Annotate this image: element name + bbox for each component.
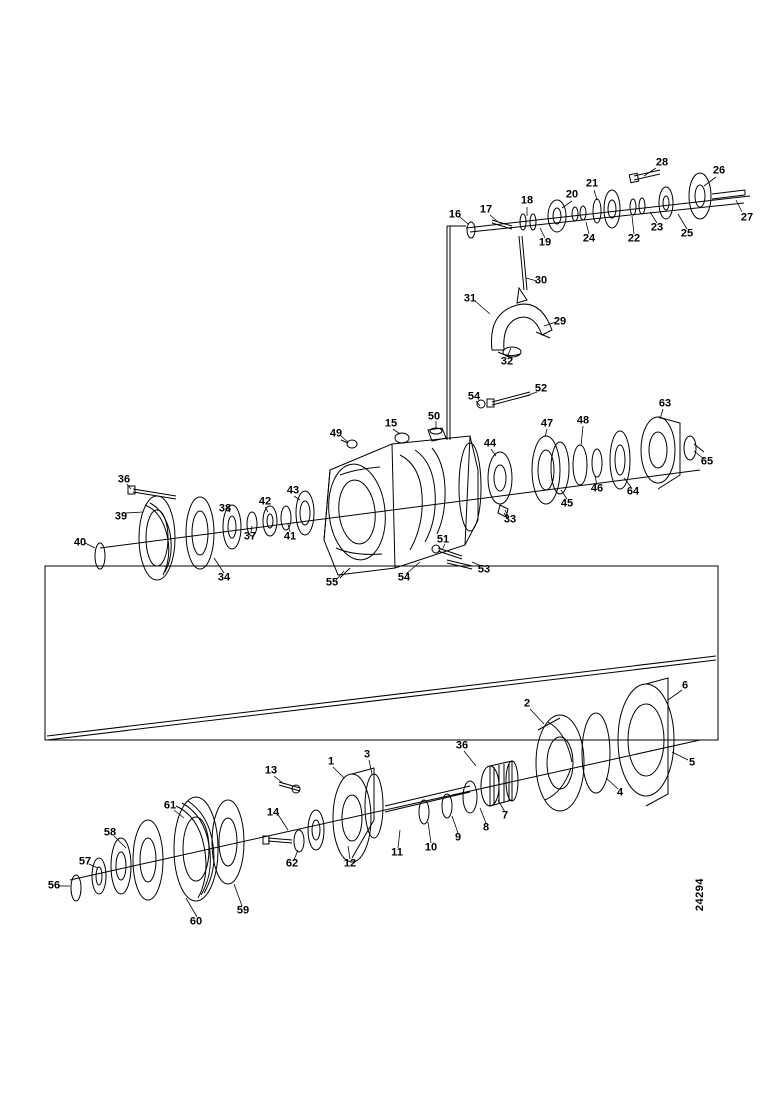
callout-number: 14 [266,806,280,819]
callout-number: 63 [658,397,672,410]
callout-number: 31 [463,292,477,305]
callout-number: 27 [740,211,754,224]
callout-number: 48 [576,414,590,427]
callout-number: 33 [503,513,517,526]
callout-number: 62 [285,857,299,870]
callout-number: 64 [626,485,640,498]
callout-number: 59 [236,904,250,917]
callout-number: 36 [455,739,469,752]
callout-number: 34 [217,571,231,584]
callout-number: 39 [114,510,128,523]
callout-number: 6 [681,679,689,692]
callout-number: 24 [582,232,596,245]
callout-number: 60 [189,915,203,928]
callout-number: 11 [391,846,403,859]
callout-number: 18 [520,194,534,207]
callout-number: 45 [560,497,574,510]
callout-number: 42 [258,495,272,508]
callout-number: 53 [477,563,491,576]
callout-number: 12 [343,857,357,870]
callout-number: 21 [585,177,599,190]
callout-number: 37 [243,530,257,543]
callout-number: 52 [534,382,548,395]
callout-number: 38 [218,502,232,515]
callout-number: 8 [482,821,490,834]
callout-number: 23 [650,221,664,234]
callout-number: 25 [680,227,694,240]
callout-number: 56 [47,879,61,892]
callout-number: 61 [163,799,177,812]
callout-number: 16 [448,208,462,221]
callout-number: 44 [483,437,497,450]
callout-number: 22 [627,232,641,245]
callout-number: 57 [78,855,92,868]
callout-number: 54 [397,571,411,584]
callout-number: 2 [523,697,531,710]
callout-number: 43 [286,484,300,497]
callout-number: 49 [329,427,343,440]
callout-number: 20 [565,188,579,201]
callout-number: 47 [540,417,554,430]
callout-number: 54 [467,390,481,403]
callout-number: 19 [538,236,552,249]
callout-number: 13 [264,764,278,777]
callout-number: 17 [479,203,493,216]
callout-number: 65 [700,455,714,468]
callout-number: 3 [363,748,371,761]
callout-number: 4 [616,786,624,799]
callout-number: 50 [427,410,441,423]
callout-number: 55 [325,576,339,589]
callout-number: 10 [424,841,438,854]
callout-number: 32 [500,355,514,368]
callout-number: 41 [283,530,297,543]
callout-number: 46 [590,482,604,495]
callout-number: 29 [553,315,567,328]
callout-number: 58 [103,826,117,839]
callout-number: 15 [384,417,398,430]
callout-number: 1 [327,755,335,768]
plate-id-number: 24294 [694,878,706,912]
callout-number: 30 [534,274,548,287]
callout-number: 36 [117,473,131,486]
callout-number: 7 [501,809,509,822]
callout-number: 28 [655,156,669,169]
callout-number: 9 [454,831,462,844]
callout-number: 26 [712,164,726,177]
callout-number: 5 [688,756,696,769]
callout-number: 51 [436,533,450,546]
callout-number: 40 [73,536,87,549]
